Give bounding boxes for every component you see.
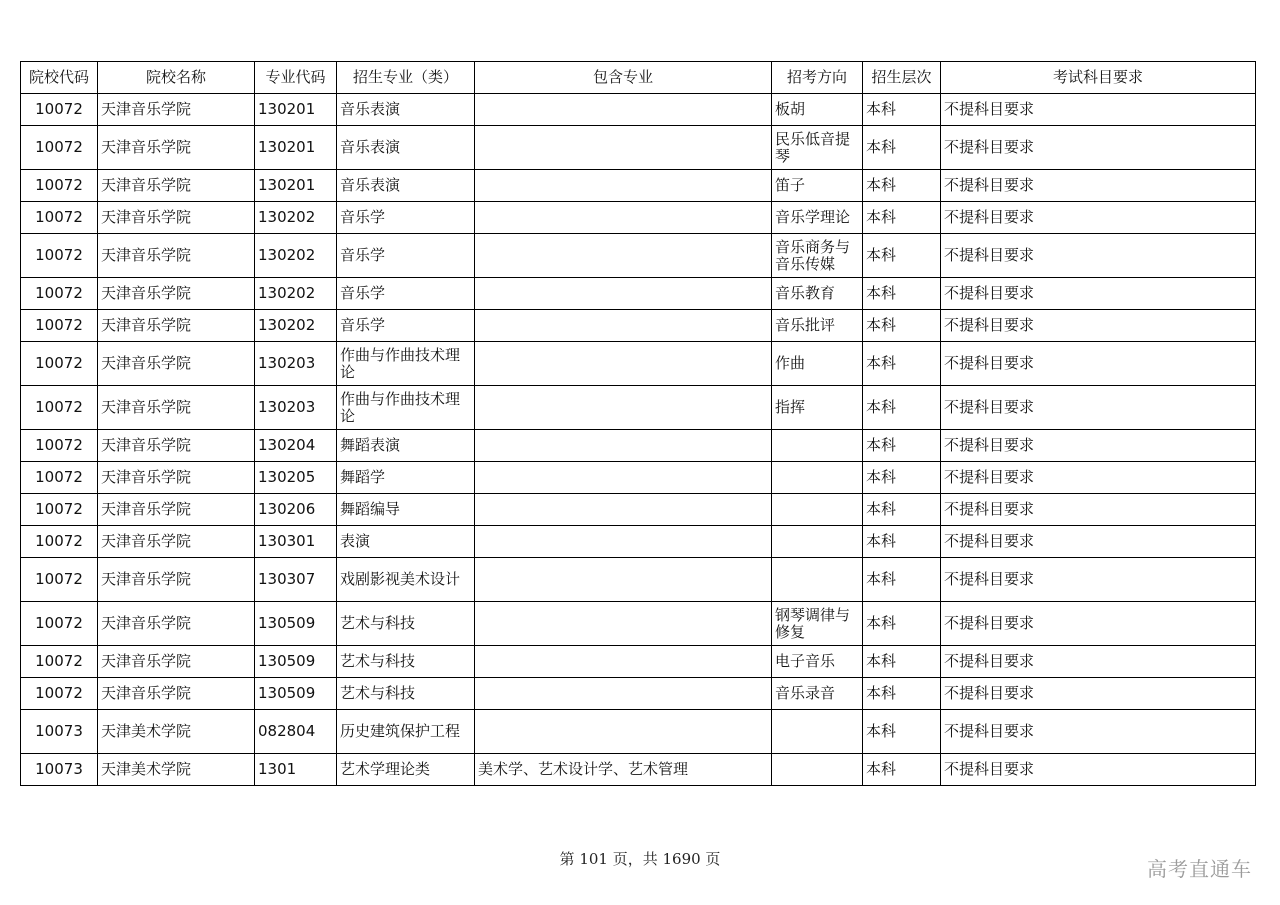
cell-school-name: 天津音乐学院 <box>98 678 255 710</box>
cell-subject-requirement: 不提科目要求 <box>941 526 1256 558</box>
cell-direction: 音乐教育 <box>772 278 863 310</box>
cell-level: 本科 <box>863 126 941 170</box>
cell-major: 艺术与科技 <box>337 602 475 646</box>
cell-subject-requirement: 不提科目要求 <box>941 462 1256 494</box>
cell-school-name: 天津音乐学院 <box>98 602 255 646</box>
cell-school-code: 10072 <box>21 646 98 678</box>
cell-major-code: 130202 <box>255 202 337 234</box>
cell-school-code: 10072 <box>21 678 98 710</box>
cell-direction <box>772 754 863 786</box>
cell-school-name: 天津音乐学院 <box>98 386 255 430</box>
cell-direction <box>772 494 863 526</box>
cell-level: 本科 <box>863 602 941 646</box>
table-row <box>21 710 1256 754</box>
cell-level: 本科 <box>863 526 941 558</box>
cell-major-code: 130301 <box>255 526 337 558</box>
cell-school-code: 10072 <box>21 430 98 462</box>
cell-included-majors <box>475 94 772 126</box>
cell-included-majors <box>475 646 772 678</box>
header-school-code: 院校代码 <box>21 62 98 94</box>
cell-major: 表演 <box>337 526 475 558</box>
cell-direction: 民乐低音提琴 <box>772 126 863 170</box>
cell-direction: 笛子 <box>772 170 863 202</box>
cell-major: 音乐表演 <box>337 126 475 170</box>
cell-major-code: 130201 <box>255 170 337 202</box>
cell-direction <box>772 710 863 754</box>
cell-included-majors <box>475 602 772 646</box>
cell-major-code: 130204 <box>255 430 337 462</box>
cell-major-code: 130201 <box>255 94 337 126</box>
table-row <box>21 462 1256 494</box>
table-row <box>21 754 1256 786</box>
cell-major-code: 130205 <box>255 462 337 494</box>
cell-major: 音乐学 <box>337 234 475 278</box>
cell-direction: 音乐批评 <box>772 310 863 342</box>
page-footer: 第 101 页，共 1690 页 <box>559 850 721 868</box>
cell-school-name: 天津音乐学院 <box>98 126 255 170</box>
cell-school-name: 天津音乐学院 <box>98 342 255 386</box>
cell-major-code: 130203 <box>255 342 337 386</box>
header-row <box>21 62 1256 94</box>
table-row <box>21 678 1256 710</box>
watermark: 高考直通车 <box>1147 857 1252 881</box>
table-row <box>21 202 1256 234</box>
table-row <box>21 646 1256 678</box>
cell-school-name: 天津音乐学院 <box>98 202 255 234</box>
cell-school-name: 天津音乐学院 <box>98 310 255 342</box>
cell-included-majors <box>475 202 772 234</box>
cell-school-name: 天津音乐学院 <box>98 462 255 494</box>
table-row <box>21 602 1256 646</box>
cell-included-majors <box>475 494 772 526</box>
cell-subject-requirement: 不提科目要求 <box>941 126 1256 170</box>
cell-included-majors: 美术学、艺术设计学、艺术管理 <box>475 754 772 786</box>
cell-major-code: 130509 <box>255 646 337 678</box>
cell-subject-requirement: 不提科目要求 <box>941 710 1256 754</box>
cell-major: 舞蹈编导 <box>337 494 475 526</box>
cell-school-code: 10072 <box>21 494 98 526</box>
table-row <box>21 386 1256 430</box>
cell-subject-requirement: 不提科目要求 <box>941 386 1256 430</box>
cell-major: 戏剧影视美术设计 <box>337 558 475 602</box>
cell-school-code: 10072 <box>21 234 98 278</box>
header-school-name: 院校名称 <box>98 62 255 94</box>
cell-subject-requirement: 不提科目要求 <box>941 494 1256 526</box>
cell-school-name: 天津音乐学院 <box>98 170 255 202</box>
cell-included-majors <box>475 526 772 558</box>
cell-school-code: 10072 <box>21 94 98 126</box>
cell-included-majors <box>475 278 772 310</box>
cell-level: 本科 <box>863 710 941 754</box>
cell-level: 本科 <box>863 462 941 494</box>
cell-school-code: 10072 <box>21 602 98 646</box>
cell-major-code: 130202 <box>255 234 337 278</box>
cell-included-majors <box>475 310 772 342</box>
cell-school-name: 天津音乐学院 <box>98 646 255 678</box>
cell-major-code: 130201 <box>255 126 337 170</box>
cell-direction <box>772 558 863 602</box>
cell-level: 本科 <box>863 342 941 386</box>
cell-school-code: 10073 <box>21 710 98 754</box>
cell-major: 音乐学 <box>337 278 475 310</box>
cell-school-name: 天津音乐学院 <box>98 526 255 558</box>
cell-level: 本科 <box>863 678 941 710</box>
table-row <box>21 94 1256 126</box>
cell-level: 本科 <box>863 278 941 310</box>
table-row <box>21 278 1256 310</box>
cell-major-code: 130203 <box>255 386 337 430</box>
table-row <box>21 310 1256 342</box>
cell-school-name: 天津音乐学院 <box>98 494 255 526</box>
cell-school-code: 10073 <box>21 754 98 786</box>
cell-major: 艺术与科技 <box>337 678 475 710</box>
cell-level: 本科 <box>863 646 941 678</box>
table-row <box>21 126 1256 170</box>
cell-school-code: 10072 <box>21 310 98 342</box>
cell-level: 本科 <box>863 754 941 786</box>
header-direction: 招考方向 <box>772 62 863 94</box>
cell-major-code: 082804 <box>255 710 337 754</box>
cell-major: 音乐学 <box>337 310 475 342</box>
header-subject-requirement: 考试科目要求 <box>941 62 1256 94</box>
cell-direction: 板胡 <box>772 94 863 126</box>
cell-subject-requirement: 不提科目要求 <box>941 278 1256 310</box>
cell-direction: 钢琴调律与修复 <box>772 602 863 646</box>
cell-subject-requirement: 不提科目要求 <box>941 754 1256 786</box>
cell-direction: 音乐商务与音乐传媒 <box>772 234 863 278</box>
cell-major: 音乐表演 <box>337 170 475 202</box>
cell-subject-requirement: 不提科目要求 <box>941 94 1256 126</box>
cell-level: 本科 <box>863 310 941 342</box>
cell-school-code: 10072 <box>21 170 98 202</box>
cell-subject-requirement: 不提科目要求 <box>941 234 1256 278</box>
cell-included-majors <box>475 678 772 710</box>
cell-subject-requirement: 不提科目要求 <box>941 310 1256 342</box>
admissions-table <box>20 61 1256 786</box>
cell-school-code: 10072 <box>21 126 98 170</box>
cell-school-code: 10072 <box>21 462 98 494</box>
cell-included-majors <box>475 170 772 202</box>
cell-school-code: 10072 <box>21 558 98 602</box>
cell-major-code: 130202 <box>255 278 337 310</box>
cell-direction: 音乐录音 <box>772 678 863 710</box>
cell-level: 本科 <box>863 558 941 602</box>
cell-major: 艺术学理论类 <box>337 754 475 786</box>
cell-major: 舞蹈表演 <box>337 430 475 462</box>
cell-included-majors <box>475 462 772 494</box>
cell-school-name: 天津美术学院 <box>98 754 255 786</box>
cell-included-majors <box>475 342 772 386</box>
cell-major: 音乐学 <box>337 202 475 234</box>
cell-direction: 作曲 <box>772 342 863 386</box>
cell-major-code: 130509 <box>255 602 337 646</box>
cell-direction <box>772 430 863 462</box>
cell-major: 音乐表演 <box>337 94 475 126</box>
cell-school-code: 10072 <box>21 278 98 310</box>
cell-major: 艺术与科技 <box>337 646 475 678</box>
cell-major-code: 130307 <box>255 558 337 602</box>
cell-major: 舞蹈学 <box>337 462 475 494</box>
cell-major-code: 130202 <box>255 310 337 342</box>
cell-major: 作曲与作曲技术理论 <box>337 342 475 386</box>
cell-included-majors <box>475 710 772 754</box>
cell-level: 本科 <box>863 202 941 234</box>
cell-included-majors <box>475 558 772 602</box>
header-level: 招生层次 <box>863 62 941 94</box>
cell-school-name: 天津美术学院 <box>98 710 255 754</box>
cell-school-name: 天津音乐学院 <box>98 558 255 602</box>
cell-included-majors <box>475 430 772 462</box>
cell-direction: 音乐学理论 <box>772 202 863 234</box>
cell-school-name: 天津音乐学院 <box>98 278 255 310</box>
header-major-code: 专业代码 <box>255 62 337 94</box>
cell-level: 本科 <box>863 430 941 462</box>
cell-direction <box>772 462 863 494</box>
table-row <box>21 342 1256 386</box>
cell-subject-requirement: 不提科目要求 <box>941 646 1256 678</box>
table-row <box>21 526 1256 558</box>
cell-level: 本科 <box>863 386 941 430</box>
cell-direction: 指挥 <box>772 386 863 430</box>
cell-included-majors <box>475 386 772 430</box>
cell-major: 历史建筑保护工程 <box>337 710 475 754</box>
table-row <box>21 494 1256 526</box>
header-major: 招生专业（类） <box>337 62 475 94</box>
cell-level: 本科 <box>863 494 941 526</box>
cell-direction <box>772 526 863 558</box>
table-row <box>21 430 1256 462</box>
cell-subject-requirement: 不提科目要求 <box>941 202 1256 234</box>
cell-included-majors <box>475 234 772 278</box>
cell-school-code: 10072 <box>21 342 98 386</box>
cell-major-code: 130206 <box>255 494 337 526</box>
cell-subject-requirement: 不提科目要求 <box>941 602 1256 646</box>
cell-level: 本科 <box>863 94 941 126</box>
cell-major-code: 1301 <box>255 754 337 786</box>
cell-direction: 电子音乐 <box>772 646 863 678</box>
cell-subject-requirement: 不提科目要求 <box>941 342 1256 386</box>
cell-major: 作曲与作曲技术理论 <box>337 386 475 430</box>
cell-level: 本科 <box>863 170 941 202</box>
table-row <box>21 558 1256 602</box>
cell-school-code: 10072 <box>21 386 98 430</box>
cell-subject-requirement: 不提科目要求 <box>941 678 1256 710</box>
cell-school-code: 10072 <box>21 526 98 558</box>
cell-major-code: 130509 <box>255 678 337 710</box>
cell-school-name: 天津音乐学院 <box>98 234 255 278</box>
cell-subject-requirement: 不提科目要求 <box>941 430 1256 462</box>
cell-subject-requirement: 不提科目要求 <box>941 170 1256 202</box>
cell-school-name: 天津音乐学院 <box>98 430 255 462</box>
header-included-majors: 包含专业 <box>475 62 772 94</box>
cell-level: 本科 <box>863 234 941 278</box>
cell-school-code: 10072 <box>21 202 98 234</box>
cell-subject-requirement: 不提科目要求 <box>941 558 1256 602</box>
table-row <box>21 234 1256 278</box>
cell-included-majors <box>475 126 772 170</box>
cell-school-name: 天津音乐学院 <box>98 94 255 126</box>
table-row <box>21 170 1256 202</box>
